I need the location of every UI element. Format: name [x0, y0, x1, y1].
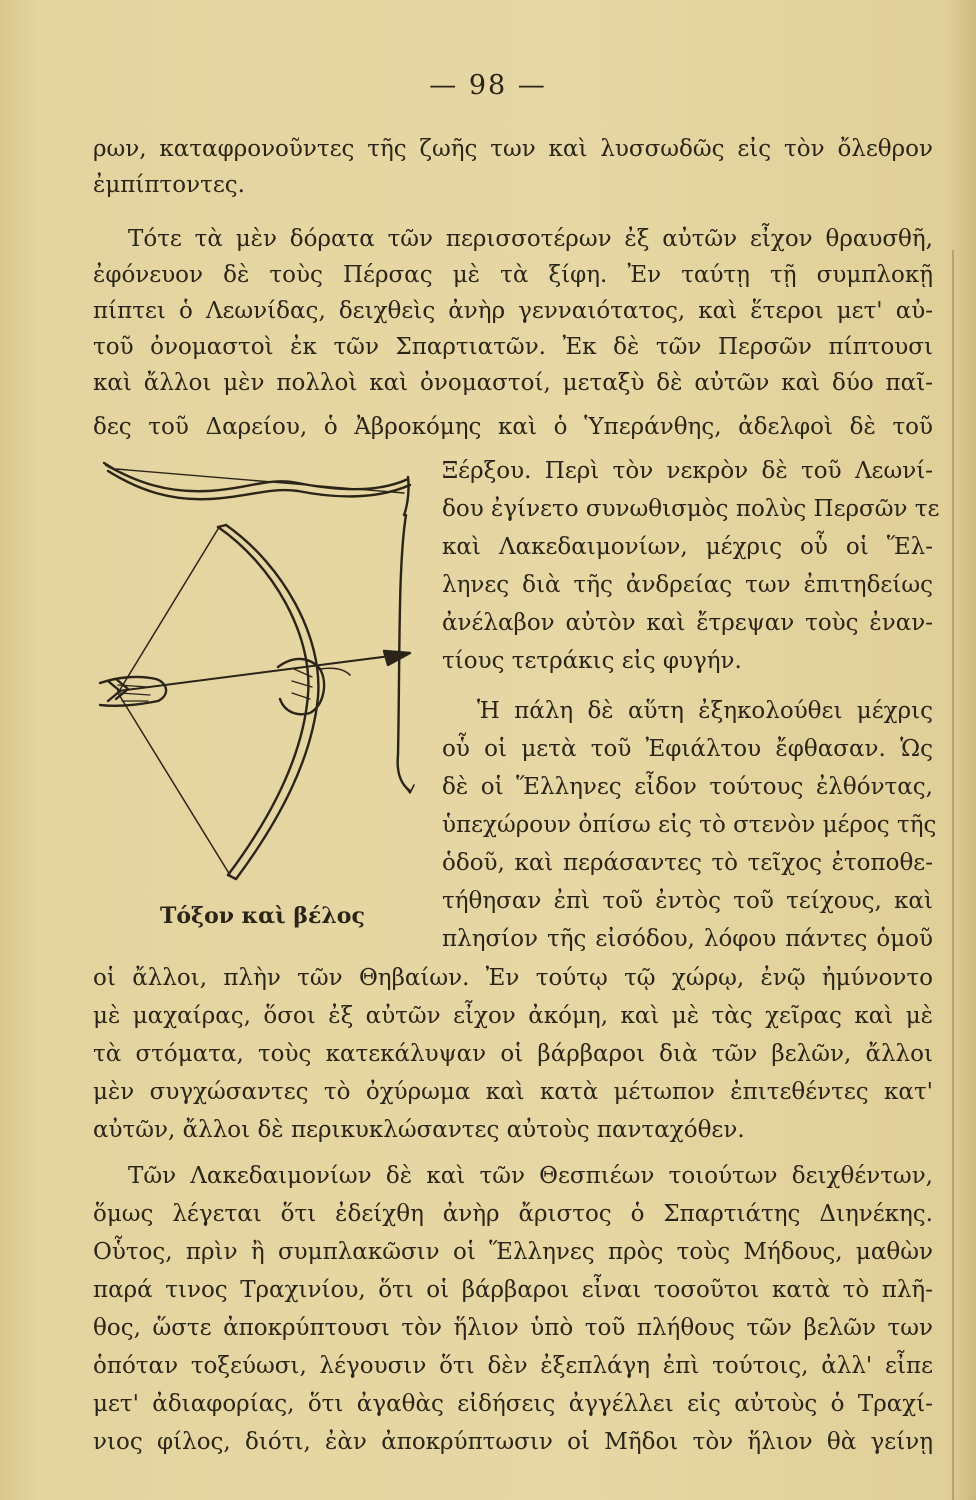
page-edge-line: [952, 250, 954, 1500]
text-line: καὶ ἄλλοι μὲν πολλοὶ καὶ ὀνομαστοί, μεταξὺ δὲ αὐτῶν καὶ δύο παῖ-: [93, 370, 933, 396]
text-line: τὰ στόματα, τοὺς κατεκάλυψαν οἱ βάρβαροι διὰ τῶν βελῶν, ἄλλοι: [93, 1041, 933, 1067]
text-line: μὲν συγχώσαντες τὸ ὀχύρωμα καὶ κατὰ μέτωπον ἐπιτεθέντες κατ': [93, 1079, 933, 1105]
figure-caption: Τόξον καὶ βέλος: [160, 903, 365, 929]
text-line: Ξέρξου. Περὶ τὸν νεκρὸν δὲ τοῦ Λεωνί-: [442, 458, 933, 484]
text-line: δες τοῦ Δαρείου, ὁ Ἀβροκόμης καὶ ὁ Ὑπεράνθης, ἀδελφοὶ δὲ τοῦ: [93, 414, 933, 440]
text-line: τοῦ ὀνομαστοὶ ἐκ τῶν Σπαρτιατῶν. Ἐκ δὲ τῶν Περσῶν πίπτουσι: [93, 334, 933, 360]
text-line: οἱ ἄλλοι, πλὴν τῶν Θηβαίων. Ἐν τούτῳ τῷ χώρῳ, ἐνῷ ἠμύνοντο: [93, 965, 933, 991]
text-line: ἀνέλαβον αὐτὸν καὶ ἔτρεψαν τοὺς ἐναν-: [442, 610, 933, 636]
text-line: αὐτῶν, ἄλλοι δὲ περικυκλώσαντες αὐτοὺς πανταχόθεν.: [93, 1117, 745, 1143]
text-line: ληνες διὰ τῆς ἀνδρείας των ἐπιτηδείως: [442, 572, 933, 598]
text-line: θος, ὥστε ἀποκρύπτουσι τὸν ἥλιον ὑπὸ τοῦ πλήθους τῶν βελῶν των: [93, 1315, 933, 1341]
text-line: οὗ οἱ μετὰ τοῦ Ἐφιάλτου ἔφθασαν. Ὡς: [442, 736, 933, 762]
text-line: τήθησαν ἐπὶ τοῦ ἐντὸς τοῦ τείχους, καὶ: [442, 888, 933, 914]
text-line: νιος φίλος, διότι, ἐὰν ἀποκρύπτωσιν οἱ Μῆδοι τὸν ἥλιον θὰ γείνῃ: [93, 1429, 933, 1455]
text-line: δου ἐγίνετο συνωθισμὸς πολὺς Περσῶν τε: [442, 496, 940, 522]
page-number: — 98 —: [429, 70, 547, 101]
text-line: μετ' ἀδιαφορίας, ὅτι ἀγαθὰς εἰδήσεις ἀγγέλλει εἰς αὐτοὺς ὁ Τραχί-: [93, 1391, 933, 1417]
text-line: Οὗτος, πρὶν ἢ συμπλακῶσιν οἱ Ἕλληνες πρὸς τοὺς Μήδους, μαθὼν: [93, 1239, 933, 1265]
text-line: ὅμως λέγεται ὅτι ἐδείχθη ἀνὴρ ἄριστος ὁ Σπαρτιάτης Διηνέκης.: [93, 1201, 933, 1227]
text-line: τίους τετράκις εἰς φυγήν.: [442, 648, 742, 674]
text-line: ὁδοῦ, καὶ περάσαντες τὸ τεῖχος ἐτοποθε-: [442, 850, 933, 876]
text-line: καὶ Λακεδαιμονίων, μέχρις οὗ οἱ Ἕλ-: [442, 534, 933, 560]
text-line: πλησίον τῆς εἰσόδου, λόφου πάντες ὁμοῦ: [442, 926, 933, 952]
text-line: Ἡ πάλη δὲ αὕτη ἐξηκολούθει μέχρις: [477, 698, 933, 724]
text-line: ὁπόταν τοξεύωσι, λέγουσιν ὅτι δὲν ἐξεπλάγη ἐπὶ τούτοις, ἀλλ' εἶπε: [93, 1353, 933, 1379]
text-line: δὲ οἱ Ἕλληνες εἶδον τούτους ἐλθόντας,: [442, 774, 933, 800]
text-line: Τῶν Λακεδαιμονίων δὲ καὶ τῶν Θεσπιέων τοιούτων δειχθέντων,: [128, 1163, 933, 1189]
text-line: ἐφόνευον δὲ τοὺς Πέρσας μὲ τὰ ξίφη. Ἐν ταύτῃ τῇ συμπλοκῇ: [93, 262, 933, 288]
text-line: ὑπεχώρουν ὀπίσω εἰς τὸ στενὸν μέρος τῆς: [442, 812, 937, 838]
text-line: ἐμπίπτοντες.: [93, 172, 245, 198]
text-line: Τότε τὰ μὲν δόρατα τῶν περισσοτέρων ἐξ αὐτῶν εἶχον θραυσθῆ,: [128, 226, 933, 252]
bow-and-arrow-illustration: [98, 455, 430, 895]
text-line: μὲ μαχαίρας, ὅσοι ἐξ αὐτῶν εἶχον ἀκόμη, καὶ μὲ τὰς χεῖρας καὶ μὲ: [93, 1003, 933, 1029]
text-line: ρων, καταφρονοῦντες τῆς ζωῆς των καὶ λυσσωδῶς εἰς τὸν ὄλεθρον: [93, 136, 933, 162]
text-line: πίπτει ὁ Λεωνίδας, δειχθεὶς ἀνὴρ γενναιότατος, καὶ ἕτεροι μετ' αὐ-: [93, 298, 933, 324]
text-line: παρά τινος Τραχινίου, ὅτι οἱ βάρβαροι εἶναι τοσοῦτοι κατὰ τὸ πλῆ-: [93, 1277, 933, 1303]
